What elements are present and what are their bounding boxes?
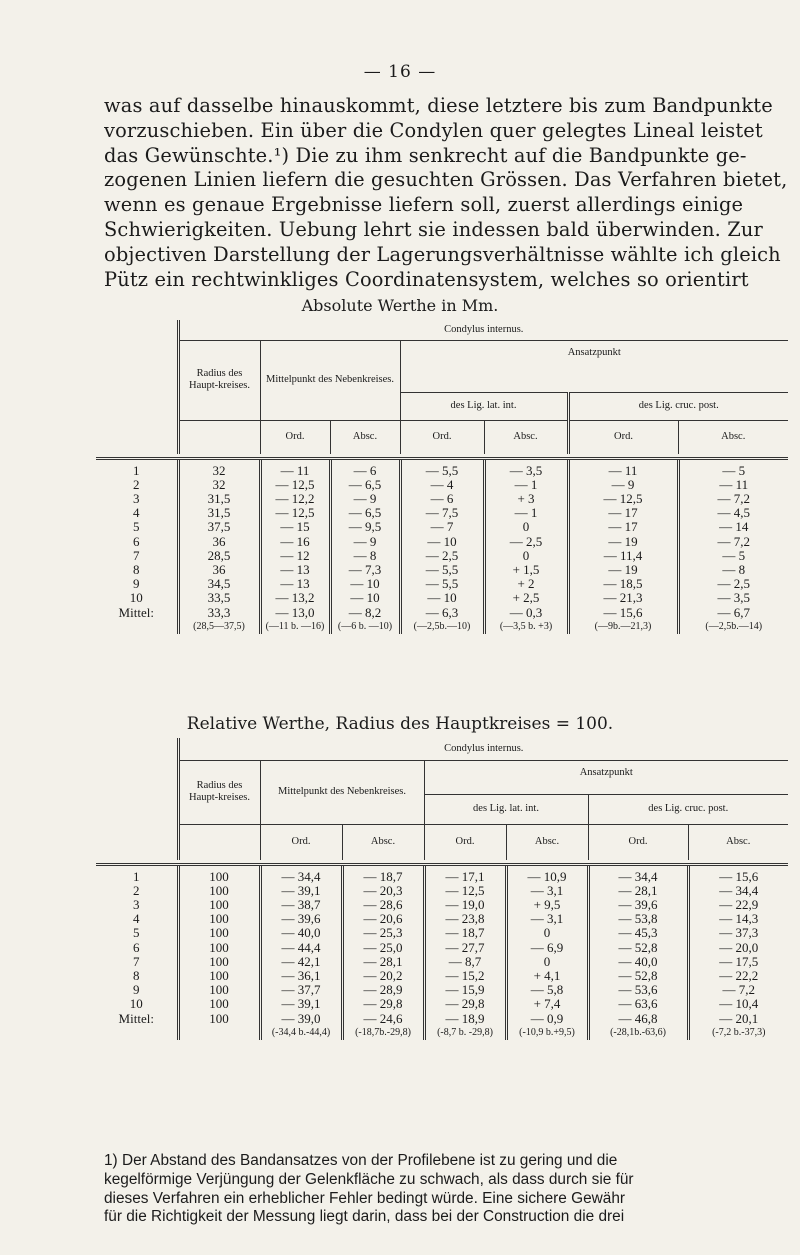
- table1-header-ansatzpunkt: Ansatzpunkt: [400, 340, 788, 392]
- table-cell: — 36,1: [260, 969, 342, 983]
- table-cell: — 17,1: [424, 864, 506, 884]
- table-cell: 100: [178, 926, 260, 940]
- table-cell: — 2,5: [484, 535, 568, 549]
- table-cell: — 3,1: [506, 884, 588, 898]
- table-cell: + 2,5: [484, 591, 568, 605]
- row-label: Mittel:: [118, 1010, 154, 1026]
- table2-group-header: Condylus internus.: [178, 738, 788, 760]
- table-cell: — 18,5: [568, 577, 678, 591]
- table1-group-header: Condylus internus.: [178, 320, 788, 340]
- table-cell: 34,5: [178, 577, 260, 591]
- paragraph-line: Pütz ein rechtwinkliges Coordinatensystem, welches so orientirt: [104, 267, 749, 291]
- row-label: 5: [133, 925, 140, 941]
- table-cell: 100: [178, 983, 260, 997]
- table-row: [96, 478, 788, 492]
- table-cell: 0: [506, 955, 588, 969]
- table-cell: — 40,0: [588, 955, 688, 969]
- table-cell: — 5,5: [400, 563, 484, 577]
- table-cell: 31,5: [178, 506, 260, 520]
- row-label: 6: [133, 939, 140, 955]
- row-label: 3: [133, 490, 140, 506]
- table-cell: — 29,8: [424, 997, 506, 1011]
- table2-header-absc: Absc.: [688, 824, 788, 860]
- table-cell: — 9: [568, 478, 678, 492]
- row-label: 10: [129, 590, 143, 606]
- table-cell: — 21,3: [568, 591, 678, 605]
- table-row: [96, 997, 788, 1011]
- table2-header-lig-lat: des Lig. lat. int.: [473, 803, 539, 814]
- table-cell: — 0,9: [506, 1012, 588, 1026]
- table-cell: — 13: [260, 563, 330, 577]
- table-cell: + 7,4: [506, 997, 588, 1011]
- table-cell: — 9,5: [330, 520, 400, 534]
- table-cell: — 15: [260, 520, 330, 534]
- table-cell: 37,5: [178, 520, 260, 534]
- table2-title: Relative Werthe, Radius des Hauptkreises = 100.: [186, 714, 614, 734]
- paragraph-line: was auf dasselbe hinauskommt, diese letztere bis zum Bandpunkte: [104, 94, 773, 117]
- table-cell: — 24,6: [342, 1012, 424, 1026]
- table-cell: — 20,1: [688, 1012, 788, 1026]
- table-row: [96, 458, 788, 478]
- table-cell: 32: [178, 478, 260, 492]
- table-cell: — 42,1: [260, 955, 342, 969]
- table-row: [96, 606, 788, 620]
- row-label: 7: [133, 547, 140, 563]
- table-row: [96, 549, 788, 563]
- table2-header-ord: Ord.: [424, 824, 506, 860]
- table-cell: + 9,5: [506, 898, 588, 912]
- table-cell: — 6,5: [330, 506, 400, 520]
- table-cell: — 39,1: [260, 997, 342, 1011]
- table-cell: 36: [178, 563, 260, 577]
- table2-relative-values: [96, 738, 788, 1040]
- table-cell: — 17: [568, 506, 678, 520]
- paragraph-line: objectiven Darstellung der Lagerungsverhältnisse wählte ich gleich: [104, 242, 781, 266]
- table-cell: — 28,1: [588, 884, 688, 898]
- row-label: 4: [133, 505, 140, 521]
- table-cell: — 20,0: [688, 941, 788, 955]
- table-cell: — 17,5: [688, 955, 788, 969]
- row-label: 10: [129, 996, 143, 1012]
- table-cell: — 18,9: [424, 1012, 506, 1026]
- paragraph-line: zogenen Linien liefern die gesuchten Grössen. Das Verfahren bietet,: [104, 168, 788, 192]
- table-cell: — 8,7: [424, 955, 506, 969]
- row-label: 7: [133, 953, 140, 969]
- table-row: [96, 983, 788, 997]
- table-cell: — 13,2: [260, 591, 330, 605]
- body-paragraph: [104, 94, 794, 292]
- table-cell: — 37,3: [688, 926, 788, 940]
- table2-header-absc: Absc.: [506, 824, 588, 860]
- table-cell: — 0,3: [484, 606, 568, 620]
- table-cell: — 4,5: [678, 506, 788, 520]
- table-cell: — 10: [330, 577, 400, 591]
- table2-header-lig-cruc: des Lig. cruc. post.: [588, 794, 788, 824]
- table2-header-ord: Ord.: [588, 824, 688, 860]
- table-cell: — 1: [484, 478, 568, 492]
- table-cell: — 3,5: [678, 591, 788, 605]
- table-cell: — 7,2: [688, 983, 788, 997]
- row-label: 2: [133, 882, 140, 898]
- table-cell: + 4,1: [506, 969, 588, 983]
- table-cell: — 40,0: [260, 926, 342, 940]
- table-cell: 0: [484, 520, 568, 534]
- table-cell: — 6: [400, 492, 484, 506]
- table-row: [96, 1012, 788, 1026]
- table-cell: — 7,5: [400, 506, 484, 520]
- table-cell: — 11,4: [568, 549, 678, 563]
- table-row: [96, 884, 788, 898]
- table2-header-ord: Ord.: [260, 824, 342, 860]
- table-cell: — 7,2: [678, 535, 788, 549]
- table-cell: — 5,5: [400, 458, 484, 478]
- table1-header-lig-cruc: des Lig. cruc. post.: [568, 392, 788, 420]
- table-cell: — 3,5: [484, 458, 568, 478]
- table-cell: — 23,8: [424, 912, 506, 926]
- table-row: [96, 926, 788, 940]
- table-cell: — 63,6: [588, 997, 688, 1011]
- table-cell: 33,3: [178, 606, 260, 620]
- table-cell: 100: [178, 898, 260, 912]
- table-cell: — 12,5: [424, 884, 506, 898]
- table1-header-lig-lat: des Lig. lat. int.: [450, 400, 517, 411]
- table-row: [96, 898, 788, 912]
- table-cell: — 10: [330, 591, 400, 605]
- table-cell: — 20,2: [342, 969, 424, 983]
- table-cell: — 7,2: [678, 492, 788, 506]
- table-cell: — 6,5: [330, 478, 400, 492]
- table-cell: — 16: [260, 535, 330, 549]
- table-cell: — 6,3: [400, 606, 484, 620]
- table-row: [96, 912, 788, 926]
- table-cell: — 4: [400, 478, 484, 492]
- table1-header-absc: Absc.: [330, 420, 400, 454]
- table-cell: 31,5: [178, 492, 260, 506]
- table-cell: — 28,9: [342, 983, 424, 997]
- paragraph-line: Schwierigkeiten. Uebung lehrt sie indessen bald überwinden. Zur: [104, 217, 763, 241]
- table-cell: — 19,0: [424, 898, 506, 912]
- table1-header-absc: Absc.: [484, 420, 568, 454]
- table-cell: — 22,2: [688, 969, 788, 983]
- paragraph-line: wenn es genaue Ergebnisse liefern soll, zuerst allerdings einige: [104, 193, 744, 217]
- table-cell: — 14,3: [688, 912, 788, 926]
- table-cell: 100: [178, 864, 260, 884]
- footnote-line: 1) Der Abstand des Bandansatzes von der Profilebene ist zu gering und die: [104, 1152, 618, 1169]
- table-cell: — 7,3: [330, 563, 400, 577]
- paragraph-line: das Gewünschte.¹) Die zu ihm senkrecht auf die Bandpunkte ge-: [104, 143, 747, 167]
- table1-header-ord: Ord.: [568, 420, 678, 454]
- paragraph-line: vorzuschieben. Ein über die Condylen quer gelegtes Lineal leistet: [104, 118, 763, 142]
- table-cell: — 1: [484, 506, 568, 520]
- table2-range: (-10,9 b.+9,5): [506, 1026, 588, 1040]
- table-cell: — 28,1: [342, 955, 424, 969]
- table-cell: — 8: [330, 549, 400, 563]
- row-label: 9: [133, 982, 140, 998]
- row-label: 4: [133, 911, 140, 927]
- table-cell: 28,5: [178, 549, 260, 563]
- table-cell: — 46,8: [588, 1012, 688, 1026]
- table-cell: — 19: [568, 563, 678, 577]
- table-cell: — 8: [678, 563, 788, 577]
- page-number: — 16 —: [363, 62, 437, 82]
- table-cell: 0: [484, 549, 568, 563]
- table1-body: [96, 458, 788, 620]
- table-cell: — 25,0: [342, 941, 424, 955]
- row-label: 1: [133, 462, 140, 478]
- table2-range: [178, 1026, 260, 1040]
- table-cell: — 11: [260, 458, 330, 478]
- row-label: 5: [133, 519, 140, 535]
- table-cell: 100: [178, 1012, 260, 1026]
- table-cell: — 15,6: [568, 606, 678, 620]
- table-cell: — 8,2: [330, 606, 400, 620]
- table-cell: 33,5: [178, 591, 260, 605]
- table2-header-ansatzpunkt: Ansatzpunkt: [424, 760, 788, 794]
- row-label: 3: [133, 896, 140, 912]
- table1-header-ord: Ord.: [260, 420, 330, 454]
- table-cell: — 52,8: [588, 941, 688, 955]
- table1-range: (—9b.—21,3): [568, 620, 678, 634]
- table1-range: (—6 b. —10): [330, 620, 400, 634]
- table-cell: + 1,5: [484, 563, 568, 577]
- table-cell: — 18,7: [342, 864, 424, 884]
- table-cell: — 9: [330, 492, 400, 506]
- table-cell: — 18,7: [424, 926, 506, 940]
- table-cell: 32: [178, 458, 260, 478]
- table1-range: (28,5—37,5): [178, 620, 260, 634]
- table-cell: — 29,8: [342, 997, 424, 1011]
- table-cell: — 2,5: [678, 577, 788, 591]
- footnote-line: für die Richtigkeit der Messung liegt darin, dass bei der Construction die drei: [104, 1208, 625, 1226]
- table-cell: — 12,5: [568, 492, 678, 506]
- table-cell: 100: [178, 912, 260, 926]
- table-cell: 36: [178, 535, 260, 549]
- table-cell: — 39,1: [260, 884, 342, 898]
- table-cell: — 5,5: [400, 577, 484, 591]
- table1-range: (—11 b. —16): [260, 620, 330, 634]
- table-cell: 0: [506, 926, 588, 940]
- table1-header-absc: Absc.: [678, 420, 788, 454]
- table-cell: — 12,2: [260, 492, 330, 506]
- table-cell: — 20,6: [342, 912, 424, 926]
- table-cell: — 12,5: [260, 506, 330, 520]
- table-row: [96, 864, 788, 884]
- table-cell: — 22,9: [688, 898, 788, 912]
- table-cell: — 10,4: [688, 997, 788, 1011]
- table2-range: (-7,2 b.-37,3): [688, 1026, 788, 1040]
- table-row: [96, 591, 788, 605]
- table-cell: — 38,7: [260, 898, 342, 912]
- footnote: [104, 1152, 794, 1227]
- table2-range: (-18,7b.-29,8): [342, 1026, 424, 1040]
- table-row: [96, 969, 788, 983]
- table1-title: Absolute Werthe in Mm.: [301, 296, 499, 315]
- table-cell: — 39,0: [260, 1012, 342, 1026]
- table-cell: — 39,6: [260, 912, 342, 926]
- table-cell: 100: [178, 997, 260, 1011]
- table-cell: — 5,8: [506, 983, 588, 997]
- table-cell: — 20,3: [342, 884, 424, 898]
- table-cell: — 12,5: [260, 478, 330, 492]
- table-row: [96, 535, 788, 549]
- table-cell: — 9: [330, 535, 400, 549]
- table-cell: — 6,7: [678, 606, 788, 620]
- row-label: 8: [133, 561, 140, 577]
- footnote-line: dieses Verfahren ein erheblicher Fehler bedingt würde. Eine sichere Gewähr: [104, 1189, 626, 1207]
- table2-range: (-34,4 b.-44,4): [260, 1026, 342, 1040]
- table-row: [96, 955, 788, 969]
- table-cell: 100: [178, 969, 260, 983]
- row-label: Mittel:: [118, 604, 154, 620]
- table-cell: + 3: [484, 492, 568, 506]
- table-row: [96, 506, 788, 520]
- table-cell: — 5: [678, 458, 788, 478]
- table1-absolute-values: [96, 320, 788, 634]
- table-cell: — 6,9: [506, 941, 588, 955]
- table-cell: — 2,5: [400, 549, 484, 563]
- footnote-line: kegelförmige Verjüngung der Gelenkfläche zu schwach, als dass durch sie für: [104, 1170, 634, 1188]
- table-row: [96, 563, 788, 577]
- table1-range: (—2,5b.—10): [400, 620, 484, 634]
- row-label: 2: [133, 476, 140, 492]
- table-cell: — 34,4: [260, 864, 342, 884]
- table-cell: — 5: [678, 549, 788, 563]
- table-cell: — 15,6: [688, 864, 788, 884]
- row-label: 9: [133, 576, 140, 592]
- table-row: [96, 492, 788, 506]
- table-row: [96, 941, 788, 955]
- table-cell: — 52,8: [588, 969, 688, 983]
- table2-header-mittelpunkt: Mittelpunkt des Nebenkreises.: [260, 760, 424, 824]
- table-cell: 100: [178, 955, 260, 969]
- table-cell: — 10: [400, 535, 484, 549]
- row-label: 1: [133, 868, 140, 884]
- table-cell: — 10: [400, 591, 484, 605]
- table-cell: — 11: [678, 478, 788, 492]
- table-cell: — 12: [260, 549, 330, 563]
- table-cell: — 15,9: [424, 983, 506, 997]
- row-label: 6: [133, 533, 140, 549]
- row-label: 8: [133, 967, 140, 983]
- table-row: [96, 577, 788, 591]
- table-cell: — 19: [568, 535, 678, 549]
- table-cell: — 11: [568, 458, 678, 478]
- table-cell: — 53,6: [588, 983, 688, 997]
- table-cell: + 2: [484, 577, 568, 591]
- table1-header-radius: Radius des Haupt-kreises.: [178, 340, 260, 420]
- table-cell: — 3,1: [506, 912, 588, 926]
- table2-range: (-28,1b.-63,6): [588, 1026, 688, 1040]
- table-cell: — 13,0: [260, 606, 330, 620]
- table-cell: — 13: [260, 577, 330, 591]
- table-cell: — 10,9: [506, 864, 588, 884]
- table-cell: — 6: [330, 458, 400, 478]
- table-cell: — 34,4: [688, 884, 788, 898]
- table-cell: 100: [178, 941, 260, 955]
- table-row: [96, 520, 788, 534]
- table1-range: (—3,5 b. +3): [484, 620, 568, 634]
- table-cell: — 34,4: [588, 864, 688, 884]
- table-cell: — 39,6: [588, 898, 688, 912]
- table-cell: — 44,4: [260, 941, 342, 955]
- table-cell: — 28,6: [342, 898, 424, 912]
- table2-range: (-8,7 b. -29,8): [424, 1026, 506, 1040]
- table-cell: — 15,2: [424, 969, 506, 983]
- table-cell: — 25,3: [342, 926, 424, 940]
- table2-header-absc: Absc.: [342, 824, 424, 860]
- table-cell: — 45,3: [588, 926, 688, 940]
- table1-range: (—2,5b.—14): [678, 620, 788, 634]
- table2-header-radius: Radius des Haupt-kreises.: [178, 760, 260, 824]
- table1-header-ord: Ord.: [400, 420, 484, 454]
- table-cell: — 17: [568, 520, 678, 534]
- table-cell: — 14: [678, 520, 788, 534]
- table-cell: — 7: [400, 520, 484, 534]
- table-cell: — 37,7: [260, 983, 342, 997]
- table-cell: 100: [178, 884, 260, 898]
- table-cell: — 53,8: [588, 912, 688, 926]
- table-cell: — 27,7: [424, 941, 506, 955]
- table1-header-mittelpunkt: Mittelpunkt des Nebenkreises.: [260, 340, 400, 420]
- table2-body: [96, 864, 788, 1026]
